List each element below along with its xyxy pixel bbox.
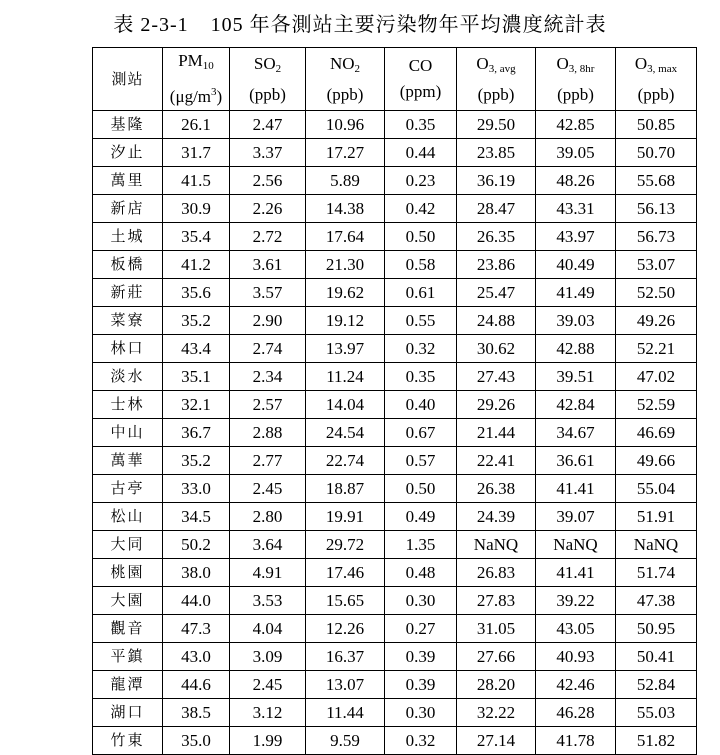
table-caption: 105 年各測站主要污染物年平均濃度統計表 (210, 14, 607, 36)
table-row (93, 391, 697, 419)
co-value: 0.39 (385, 643, 457, 671)
co-value: 0.32 (385, 335, 457, 363)
station-name: 士林 (93, 391, 163, 419)
o3-max-value: 52.59 (616, 391, 697, 419)
o3-avg-value: 26.38 (457, 475, 536, 503)
so2-value: 2.90 (230, 307, 306, 335)
station-name: 新莊 (93, 279, 163, 307)
co-value: 0.57 (385, 447, 457, 475)
table-row (93, 363, 697, 391)
pm10-value: 38.0 (163, 559, 230, 587)
co-value: 0.32 (385, 727, 457, 755)
o3-8hr-value: 41.41 (536, 559, 616, 587)
header-station: 測站 (93, 48, 163, 111)
pm10-value: 35.4 (163, 223, 230, 251)
co-value: 0.27 (385, 615, 457, 643)
o3-max-value: 49.26 (616, 307, 697, 335)
o3-avg-value: 36.19 (457, 167, 536, 195)
table-title (0, 8, 720, 37)
pm10-value: 41.2 (163, 251, 230, 279)
pm10-value: 50.2 (163, 531, 230, 559)
o3-max-value: 51.74 (616, 559, 697, 587)
table-row (93, 251, 697, 279)
o3-avg-value: 28.20 (457, 671, 536, 699)
o3-8hr-value: 43.97 (536, 223, 616, 251)
so2-value: 2.45 (230, 671, 306, 699)
co-value: 0.39 (385, 671, 457, 699)
table-row (93, 559, 697, 587)
co-value: 0.49 (385, 503, 457, 531)
station-name: 萬華 (93, 447, 163, 475)
o3-avg-value: 23.86 (457, 251, 536, 279)
pm10-value: 43.4 (163, 335, 230, 363)
pm10-value: 26.1 (163, 111, 230, 139)
pm10-value: 36.7 (163, 419, 230, 447)
o3-max-value: 55.68 (616, 167, 697, 195)
co-value: 0.23 (385, 167, 457, 195)
table-body (93, 111, 697, 755)
header-o3-8hr: $O_{3, 8hr}$ (ppb) (536, 48, 616, 111)
co-value: 0.55 (385, 307, 457, 335)
table-row (93, 503, 697, 531)
o3-8hr-value: 39.05 (536, 139, 616, 167)
no2-value: 19.62 (306, 279, 385, 307)
co-value: 0.35 (385, 111, 457, 139)
station-name: 菜寮 (93, 307, 163, 335)
co-value: 0.50 (385, 223, 457, 251)
o3-8hr-value: 48.26 (536, 167, 616, 195)
o3-max-value: 46.69 (616, 419, 697, 447)
header-pm10: $PM_{10}$ $(\mu g/m^3)$ (163, 48, 230, 111)
o3-8hr-value: 42.84 (536, 391, 616, 419)
station-name: 淡水 (93, 363, 163, 391)
o3-avg-value: 27.66 (457, 643, 536, 671)
no2-value: 14.38 (306, 195, 385, 223)
station-name: 基隆 (93, 111, 163, 139)
so2-value: 1.99 (230, 727, 306, 755)
o3-max-value: 50.95 (616, 615, 697, 643)
table-row (93, 615, 697, 643)
so2-value: 2.45 (230, 475, 306, 503)
pm10-value: 43.0 (163, 643, 230, 671)
table-row (93, 671, 697, 699)
o3-8hr-value: 39.03 (536, 307, 616, 335)
pm10-value: 31.7 (163, 139, 230, 167)
so2-value: 2.77 (230, 447, 306, 475)
o3-max-value: 52.21 (616, 335, 697, 363)
o3-8hr-value: 43.31 (536, 195, 616, 223)
no2-value: 11.24 (306, 363, 385, 391)
o3-max-value: 49.66 (616, 447, 697, 475)
so2-value: 2.57 (230, 391, 306, 419)
no2-value: 17.46 (306, 559, 385, 587)
header-co: CO (ppm) (385, 48, 457, 111)
table-row (93, 419, 697, 447)
co-value: 0.30 (385, 587, 457, 615)
so2-value: 2.80 (230, 503, 306, 531)
pm10-value: 47.3 (163, 615, 230, 643)
o3-max-value: 50.41 (616, 643, 697, 671)
o3-max-value: 50.85 (616, 111, 697, 139)
o3-avg-value: 25.47 (457, 279, 536, 307)
so2-value: 2.34 (230, 363, 306, 391)
o3-max-value: 52.50 (616, 279, 697, 307)
o3-avg-value: 29.50 (457, 111, 536, 139)
pm10-value: 35.1 (163, 363, 230, 391)
co-value: 0.58 (385, 251, 457, 279)
pm10-value: 35.2 (163, 447, 230, 475)
o3-8hr-value: 39.22 (536, 587, 616, 615)
o3-avg-value: 27.43 (457, 363, 536, 391)
o3-8hr-value: 42.46 (536, 671, 616, 699)
so2-value: 2.88 (230, 419, 306, 447)
o3-avg-value: 30.62 (457, 335, 536, 363)
station-name: 大同 (93, 531, 163, 559)
header-so2: $SO_2$ (ppb) (230, 48, 306, 111)
o3-max-value: NaNQ (616, 531, 697, 559)
station-name: 大園 (93, 587, 163, 615)
o3-max-value: 56.13 (616, 195, 697, 223)
o3-8hr-value: 46.28 (536, 699, 616, 727)
pm10-value: 35.6 (163, 279, 230, 307)
header-no2: $NO_2$ (ppb) (306, 48, 385, 111)
station-name: 萬里 (93, 167, 163, 195)
station-name: 林口 (93, 335, 163, 363)
co-value: 0.30 (385, 699, 457, 727)
o3-avg-value: 22.41 (457, 447, 536, 475)
so2-value: 2.56 (230, 167, 306, 195)
table-row (93, 307, 697, 335)
o3-8hr-value: 34.67 (536, 419, 616, 447)
table-row (93, 111, 697, 139)
table-row (93, 643, 697, 671)
table-row (93, 195, 697, 223)
so2-value: 2.26 (230, 195, 306, 223)
o3-max-value: 52.84 (616, 671, 697, 699)
station-name: 土城 (93, 223, 163, 251)
table-row (93, 727, 697, 755)
o3-max-value: 51.91 (616, 503, 697, 531)
co-value: 0.50 (385, 475, 457, 503)
so2-value: 3.53 (230, 587, 306, 615)
no2-value: 14.04 (306, 391, 385, 419)
o3-max-value: 47.02 (616, 363, 697, 391)
table-row (93, 279, 697, 307)
o3-8hr-value: 40.49 (536, 251, 616, 279)
station-name: 觀音 (93, 615, 163, 643)
no2-value: 10.96 (306, 111, 385, 139)
header-o3-max: $O_{3, max}$ (ppb) (616, 48, 697, 111)
o3-8hr-value: 42.85 (536, 111, 616, 139)
co-value: 0.44 (385, 139, 457, 167)
table-row (93, 587, 697, 615)
so2-value: 3.57 (230, 279, 306, 307)
pm10-value: 41.5 (163, 167, 230, 195)
o3-avg-value: 28.47 (457, 195, 536, 223)
station-name: 古亭 (93, 475, 163, 503)
o3-avg-value: 27.83 (457, 587, 536, 615)
table-row (93, 167, 697, 195)
o3-8hr-value: 41.78 (536, 727, 616, 755)
o3-max-value: 53.07 (616, 251, 697, 279)
station-name: 中山 (93, 419, 163, 447)
pollutant-statistics-table (92, 47, 697, 755)
no2-value: 5.89 (306, 167, 385, 195)
pm10-value: 35.2 (163, 307, 230, 335)
station-name: 竹東 (93, 727, 163, 755)
no2-value: 17.27 (306, 139, 385, 167)
o3-max-value: 55.03 (616, 699, 697, 727)
pm10-value: 35.0 (163, 727, 230, 755)
station-name: 汐止 (93, 139, 163, 167)
header-row (93, 48, 697, 111)
o3-8hr-value: 41.41 (536, 475, 616, 503)
so2-value: 2.72 (230, 223, 306, 251)
o3-avg-value: 31.05 (457, 615, 536, 643)
o3-avg-value: 24.39 (457, 503, 536, 531)
co-value: 0.67 (385, 419, 457, 447)
o3-8hr-value: 36.61 (536, 447, 616, 475)
no2-value: 17.64 (306, 223, 385, 251)
so2-value: 4.04 (230, 615, 306, 643)
o3-8hr-value: 41.49 (536, 279, 616, 307)
pm10-value: 30.9 (163, 195, 230, 223)
station-name: 桃園 (93, 559, 163, 587)
o3-avg-value: 23.85 (457, 139, 536, 167)
no2-value: 12.26 (306, 615, 385, 643)
header-o3-avg: $O_{3, avg}$ (ppb) (457, 48, 536, 111)
o3-8hr-value: 42.88 (536, 335, 616, 363)
pm10-value: 32.1 (163, 391, 230, 419)
o3-max-value: 51.82 (616, 727, 697, 755)
o3-avg-value: 26.83 (457, 559, 536, 587)
table-row (93, 139, 697, 167)
o3-avg-value: 29.26 (457, 391, 536, 419)
o3-avg-value: 26.35 (457, 223, 536, 251)
no2-value: 21.30 (306, 251, 385, 279)
table-number: 表 2-3-1 (113, 14, 189, 36)
no2-value: 16.37 (306, 643, 385, 671)
table-row (93, 335, 697, 363)
station-name: 松山 (93, 503, 163, 531)
pm10-value: 44.6 (163, 671, 230, 699)
so2-value: 3.09 (230, 643, 306, 671)
co-value: 0.35 (385, 363, 457, 391)
pm10-value: 34.5 (163, 503, 230, 531)
table-row (93, 475, 697, 503)
co-value: 0.61 (385, 279, 457, 307)
so2-value: 4.91 (230, 559, 306, 587)
o3-avg-value: 27.14 (457, 727, 536, 755)
pm10-value: 38.5 (163, 699, 230, 727)
so2-value: 3.12 (230, 699, 306, 727)
o3-max-value: 47.38 (616, 587, 697, 615)
so2-value: 2.74 (230, 335, 306, 363)
o3-max-value: 50.70 (616, 139, 697, 167)
table-row (93, 699, 697, 727)
no2-value: 13.97 (306, 335, 385, 363)
no2-value: 29.72 (306, 531, 385, 559)
so2-value: 3.37 (230, 139, 306, 167)
station-name: 平鎮 (93, 643, 163, 671)
o3-8hr-value: 39.07 (536, 503, 616, 531)
so2-value: 2.47 (230, 111, 306, 139)
no2-value: 9.59 (306, 727, 385, 755)
no2-value: 19.12 (306, 307, 385, 335)
pm10-value: 44.0 (163, 587, 230, 615)
table-row (93, 531, 697, 559)
no2-value: 22.74 (306, 447, 385, 475)
no2-value: 18.87 (306, 475, 385, 503)
co-value: 1.35 (385, 531, 457, 559)
station-name: 湖口 (93, 699, 163, 727)
o3-8hr-value: 43.05 (536, 615, 616, 643)
co-value: 0.40 (385, 391, 457, 419)
table-row (93, 223, 697, 251)
co-value: 0.42 (385, 195, 457, 223)
no2-value: 19.91 (306, 503, 385, 531)
o3-avg-value: 24.88 (457, 307, 536, 335)
so2-value: 3.64 (230, 531, 306, 559)
co-value: 0.48 (385, 559, 457, 587)
no2-value: 24.54 (306, 419, 385, 447)
o3-8hr-value: 39.51 (536, 363, 616, 391)
no2-value: 11.44 (306, 699, 385, 727)
o3-8hr-value: NaNQ (536, 531, 616, 559)
pm10-value: 33.0 (163, 475, 230, 503)
o3-8hr-value: 40.93 (536, 643, 616, 671)
table-row (93, 447, 697, 475)
o3-avg-value: NaNQ (457, 531, 536, 559)
o3-max-value: 55.04 (616, 475, 697, 503)
station-name: 龍潭 (93, 671, 163, 699)
no2-value: 13.07 (306, 671, 385, 699)
so2-value: 3.61 (230, 251, 306, 279)
station-name: 板橋 (93, 251, 163, 279)
no2-value: 15.65 (306, 587, 385, 615)
station-name: 新店 (93, 195, 163, 223)
o3-avg-value: 32.22 (457, 699, 536, 727)
o3-avg-value: 21.44 (457, 419, 536, 447)
o3-max-value: 56.73 (616, 223, 697, 251)
